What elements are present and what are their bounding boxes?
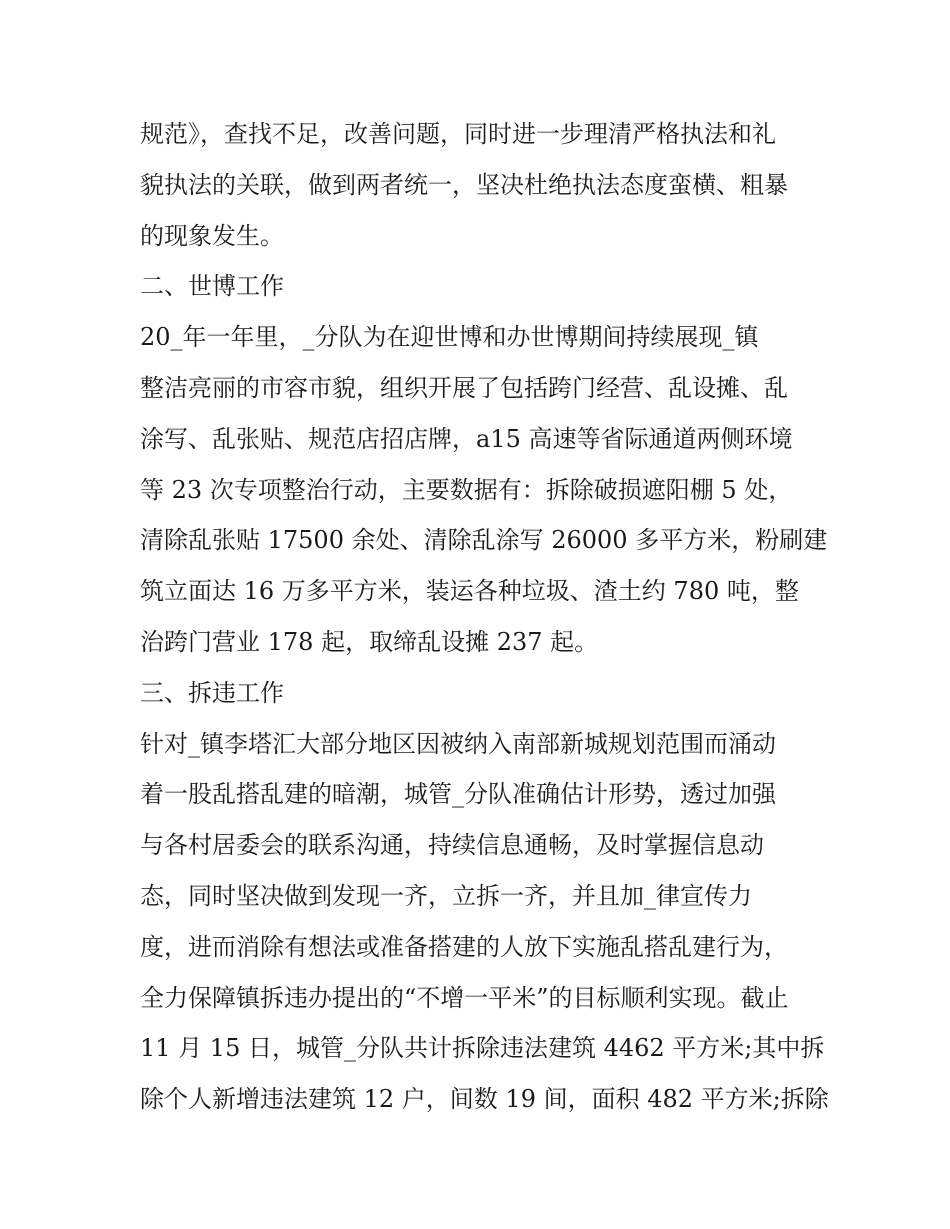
text-line: 筑立面达 16 万多平方米，装运各种垃圾、渣土约 780 吨，整 — [140, 577, 799, 606]
text-line: 全力保障镇拆违办提出的“不增一平米”的目标顺利实现。截止 — [140, 983, 789, 1012]
section-heading-expo-work: 二、世博工作 — [140, 272, 284, 301]
text-line: 态，同时坚决做到发现一齐，立拆一齐，并且加_律宣传力 — [140, 881, 752, 910]
text-line: 20_年一年里，_分队为在迎世博和办世博期间持续展现_镇 — [140, 323, 759, 352]
text-line: 除个人新增违法建筑 12 户，间数 19 间，面积 482 平方米;拆除 — [140, 1085, 829, 1114]
text-line: 清除乱张贴 17500 余处、清除乱涂写 26000 多平方米，粉刷建 — [140, 526, 828, 555]
text-line: 针对_镇李塔汇大部分地区因被纳入南部新城规划范围而涌动 — [140, 729, 776, 758]
text-line: 11 月 15 日，城管_分队共计拆除违法建筑 4462 平方米;其中拆 — [140, 1034, 825, 1063]
section-heading-demolition-work: 三、拆违工作 — [140, 678, 284, 707]
text-line: 度，进而消除有想法或准备搭建的人放下实施乱搭乱建行为， — [140, 932, 788, 961]
text-line: 治跨门营业 178 起，取缔乱设摊 237 起。 — [140, 627, 599, 656]
text-line: 规范》，查找不足，改善问题，同时进一步理清严格执法和礼 — [140, 120, 776, 148]
text-line: 涂写、乱张贴、规范店招店牌，a15 高速等省际通道两侧环境 — [140, 424, 793, 453]
text-line: 着一股乱搭乱建的暗潮，城管_分队准确估计形势，透过加强 — [140, 780, 776, 809]
text-line: 等 23 次专项整治行动，主要数据有：拆除破损遮阳棚 5 处， — [140, 475, 793, 504]
text-line: 与各村居委会的联系沟通，持续信息通畅，及时掌握信息动 — [140, 831, 764, 860]
text-line: 整洁亮丽的市容市貌，组织开展了包括跨门经营、乱设摊、乱 — [140, 373, 788, 402]
text-line: 的现象发生。 — [140, 221, 284, 250]
document-body — [140, 109, 829, 1125]
text-line: 貌执法的关联，做到两者统一，坚决杜绝执法态度蛮横、粗暴 — [140, 170, 788, 199]
